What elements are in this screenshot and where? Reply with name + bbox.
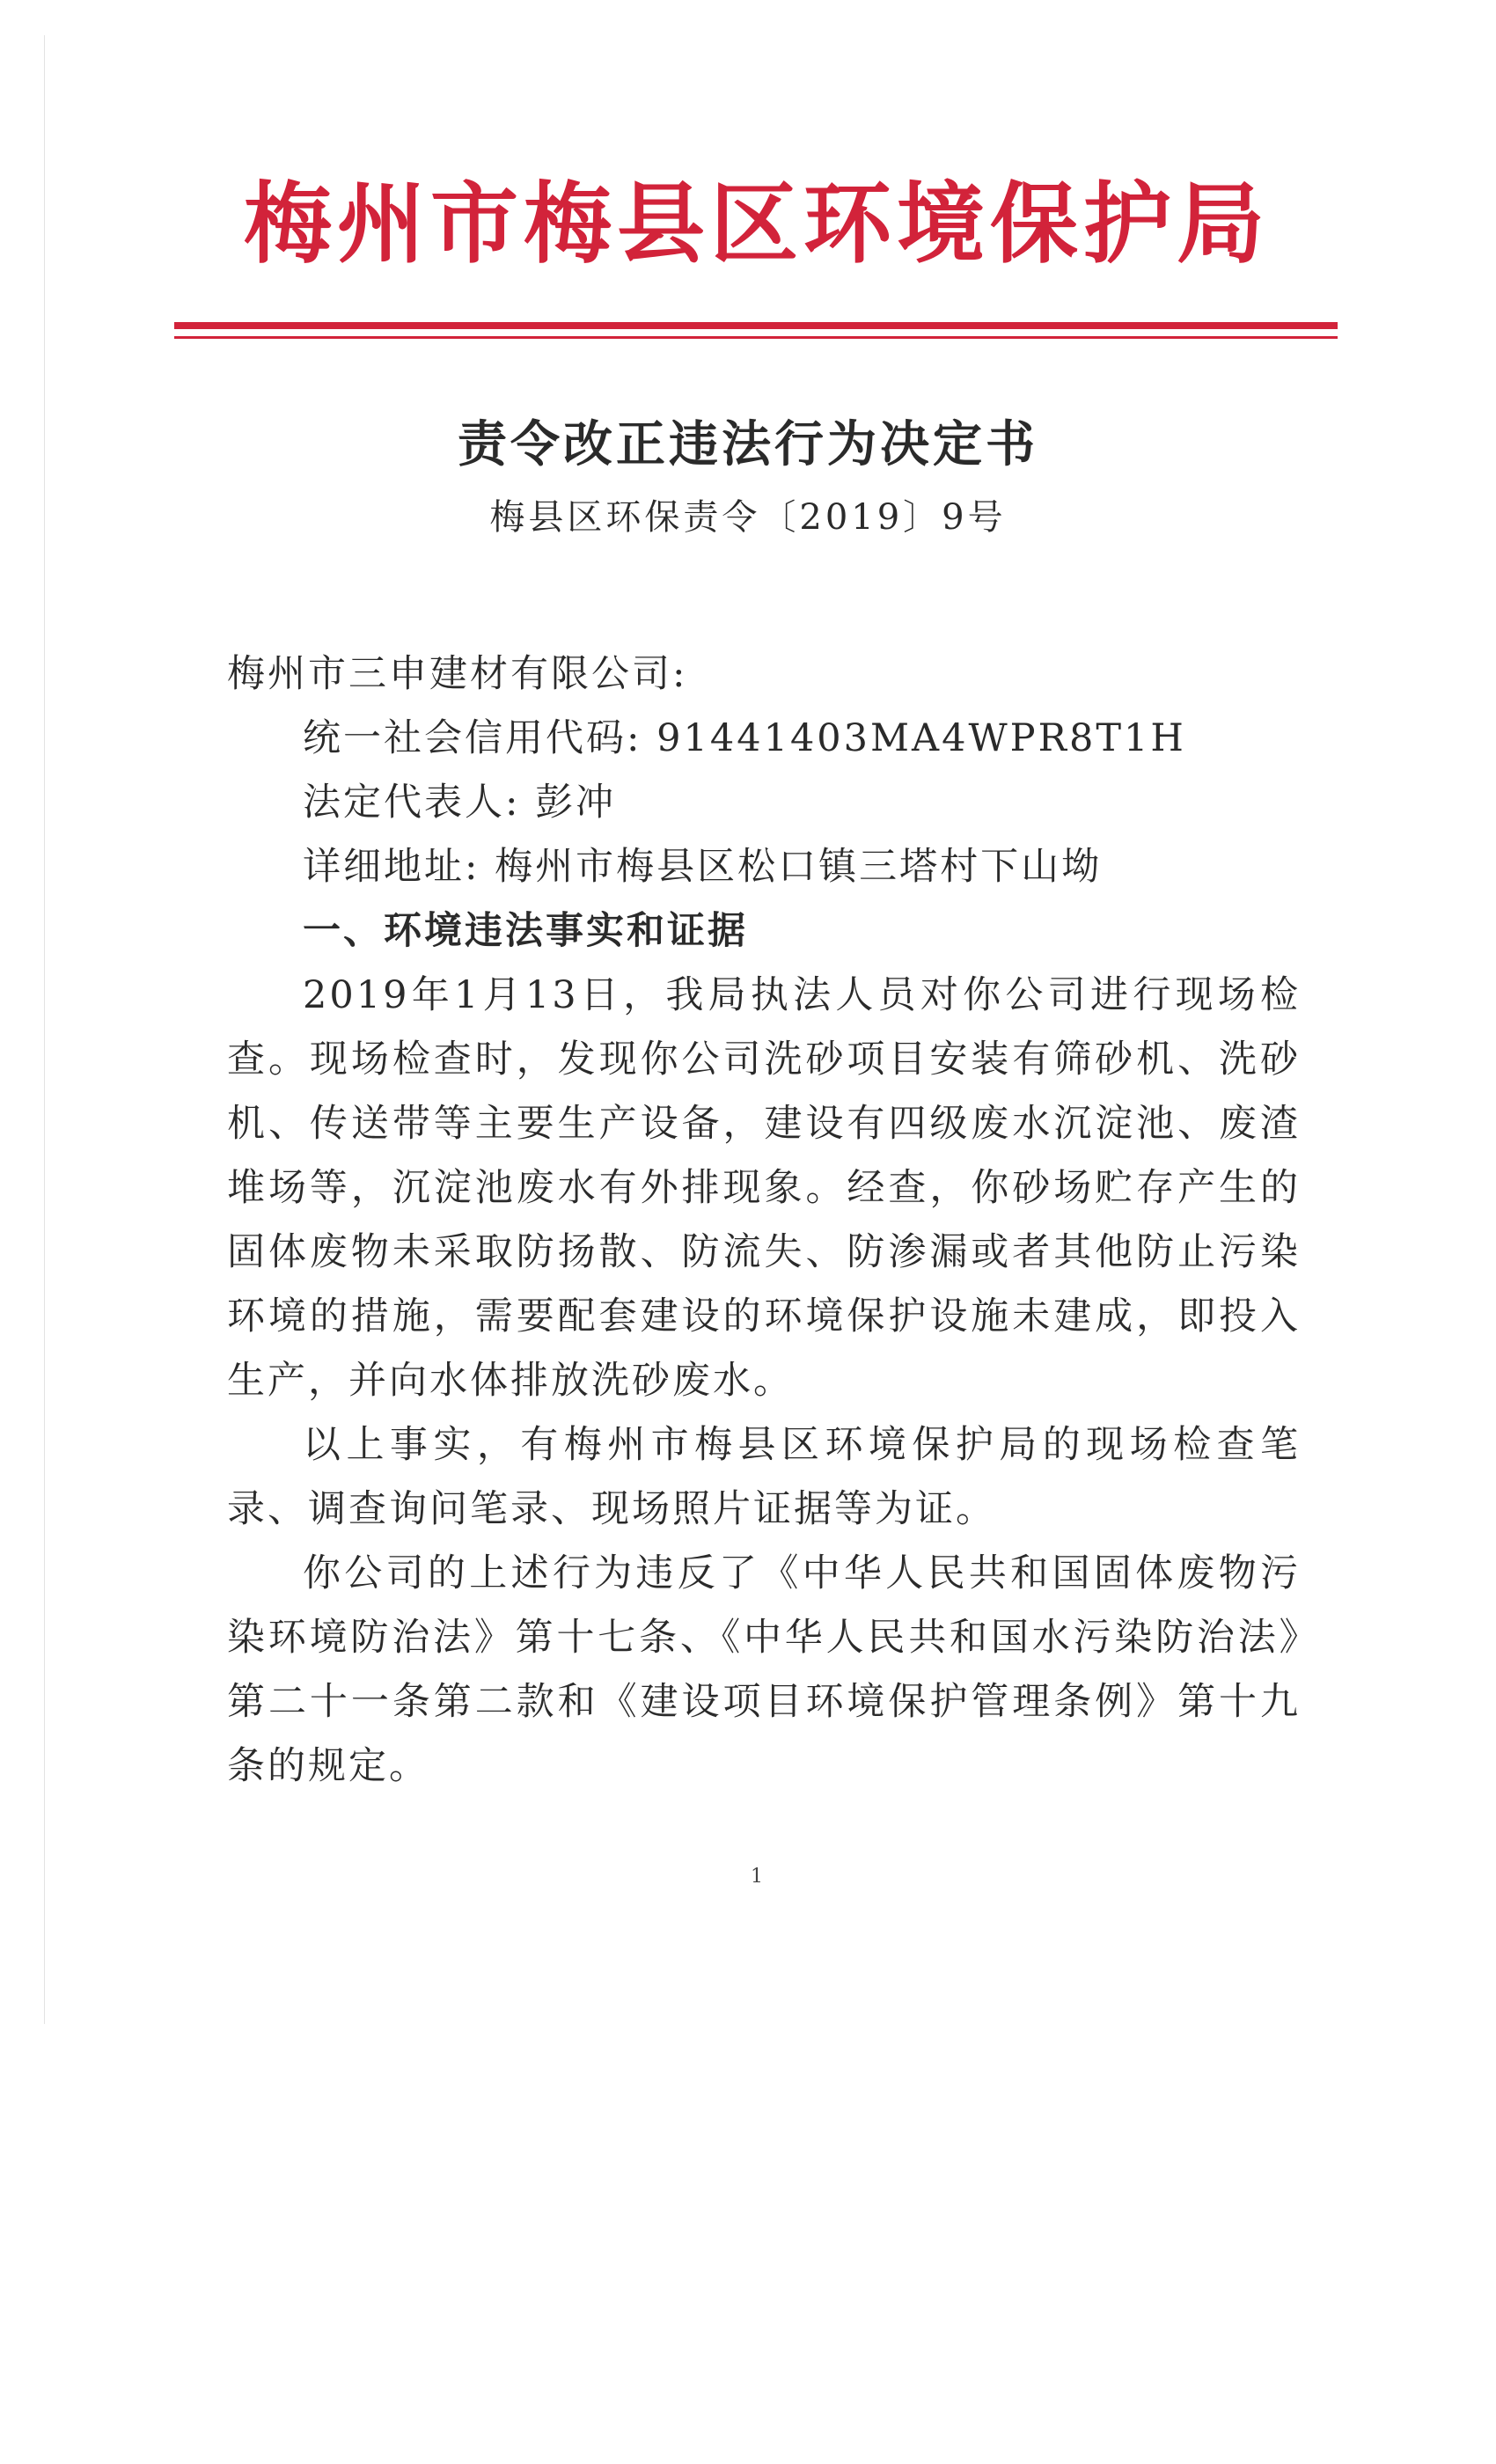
section-heading-facts: 一、环境违法事实和证据 [303, 909, 748, 953]
document-body [227, 642, 1301, 1799]
paragraph-inspection-facts: 2019年1月13日，我局执法人员对你公司进行现场检查。现场检查时，发现你公司洗砂项目安装有筛砂机、洗砂机、传送带等主要生产设备，建设有四级废水沉淀池、废渣堆场等，沉淀池废水有外排现象。经查，你砂场贮存产生的固体废物未采取防扬散、防流失、防渗漏或者其他防止污染环境的措施，需要配套建设的环境保护设施未建成，即投入生产，并向水体排放洗砂废水。 [227, 973, 1301, 1403]
letterhead-agency-name: 梅州市梅县区环境保护局 [244, 172, 1270, 275]
recipient-credit-code: 统一社会信用代码: 91441403MA4WPR8T1H [303, 716, 1186, 760]
letterhead-red-rule-thin [174, 336, 1338, 339]
paragraph-violation: 你公司的上述行为违反了《中华人民共和国固体废物污染环境防治法》第十七条、《中华人民共和国水污染防治法》第二十一条第二款和《建设项目环境保护管理条例》第十九条的规定。 [227, 1551, 1301, 1788]
document-number: 梅县区环保责令〔2019〕9号 [489, 497, 1007, 538]
scan-edge-line [44, 35, 45, 2024]
recipient-name: 梅州市三申建材有限公司: [227, 652, 688, 696]
page-number: 1 [751, 1866, 763, 1888]
recipient-address: 详细地址: 梅州市梅县区松口镇三塔村下山坳 [303, 845, 1103, 889]
paragraph-evidence: 以上事实，有梅州市梅县区环境保护局的现场检查笔录、调查询问笔录、现场照片证据等为证。 [227, 1423, 1301, 1531]
document-title: 责令改正违法行为决定书 [458, 416, 1038, 473]
letterhead-red-rule-thick [174, 322, 1338, 329]
recipient-legal-representative: 法定代表人: 彭冲 [303, 781, 617, 825]
